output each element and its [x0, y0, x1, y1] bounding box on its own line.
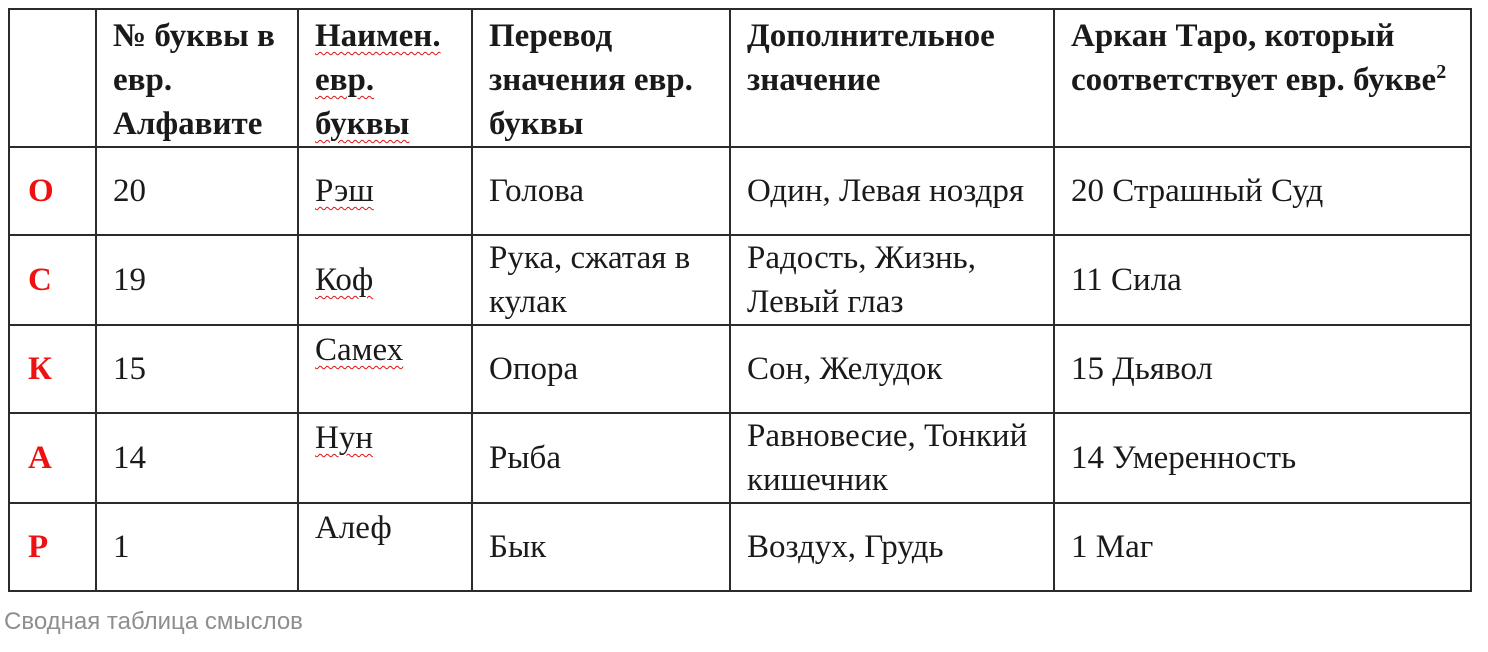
table-caption: Сводная таблица смыслов: [4, 608, 303, 635]
row-extra: Воздух, Грудь: [730, 503, 1054, 591]
row-name: [298, 503, 472, 591]
row-translation: Рыба: [472, 413, 730, 503]
table-row: [9, 413, 1471, 503]
row-name-text: Самех: [315, 332, 404, 368]
row-letter: А: [9, 413, 96, 503]
header-empty: [9, 9, 96, 147]
row-name: [298, 325, 472, 413]
row-extra: Равновесие, Тонкий кишечник: [730, 413, 1054, 503]
row-name-text: Рэш: [315, 173, 374, 209]
table-row: [9, 325, 1471, 413]
header-name: [298, 9, 472, 147]
row-name: [298, 413, 472, 503]
row-letter: К: [9, 325, 96, 413]
row-translation: Бык: [472, 503, 730, 591]
header-row: [9, 9, 1471, 147]
row-tarot: 11 Сила: [1054, 235, 1471, 325]
row-number: 19: [96, 235, 298, 325]
row-translation: Рука, сжатая в кулак: [472, 235, 730, 325]
table-row: [9, 147, 1471, 235]
row-tarot: 1 Маг: [1054, 503, 1471, 591]
row-name-text: Нун: [315, 420, 373, 456]
row-extra: Радость, Жизнь, Левый глаз: [730, 235, 1054, 325]
row-translation: Голова: [472, 147, 730, 235]
row-number: 14: [96, 413, 298, 503]
header-number: № буквы в евр. Алфавите: [96, 9, 298, 147]
row-letter: О: [9, 147, 96, 235]
header-tarot: [1054, 9, 1471, 147]
row-tarot: 15 Дьявол: [1054, 325, 1471, 413]
row-number: 20: [96, 147, 298, 235]
row-extra: Сон, Желудок: [730, 325, 1054, 413]
header-footnote: 2: [1436, 61, 1447, 83]
summary-table: [8, 8, 1472, 592]
row-letter: Р: [9, 503, 96, 591]
table-row: [9, 503, 1471, 591]
row-name-text: Коф: [315, 262, 374, 298]
row-name: [298, 235, 472, 325]
header-translation: Перевод значения евр. буквы: [472, 9, 730, 147]
header-name-text: Наимен. евр. буквы: [315, 18, 441, 142]
table-row: [9, 235, 1471, 325]
header-tarot-text: Аркан Таро, который соответствует евр. букве: [1071, 18, 1437, 98]
row-name-text: Алеф: [315, 510, 392, 546]
row-name: [298, 147, 472, 235]
row-number: 15: [96, 325, 298, 413]
row-tarot: 20 Страшный Суд: [1054, 147, 1471, 235]
row-tarot: 14 Умеренность: [1054, 413, 1471, 503]
row-number: 1: [96, 503, 298, 591]
row-extra: Один, Левая ноздря: [730, 147, 1054, 235]
row-letter: С: [9, 235, 96, 325]
row-translation: Опора: [472, 325, 730, 413]
header-extra: Дополнительное значение: [730, 9, 1054, 147]
